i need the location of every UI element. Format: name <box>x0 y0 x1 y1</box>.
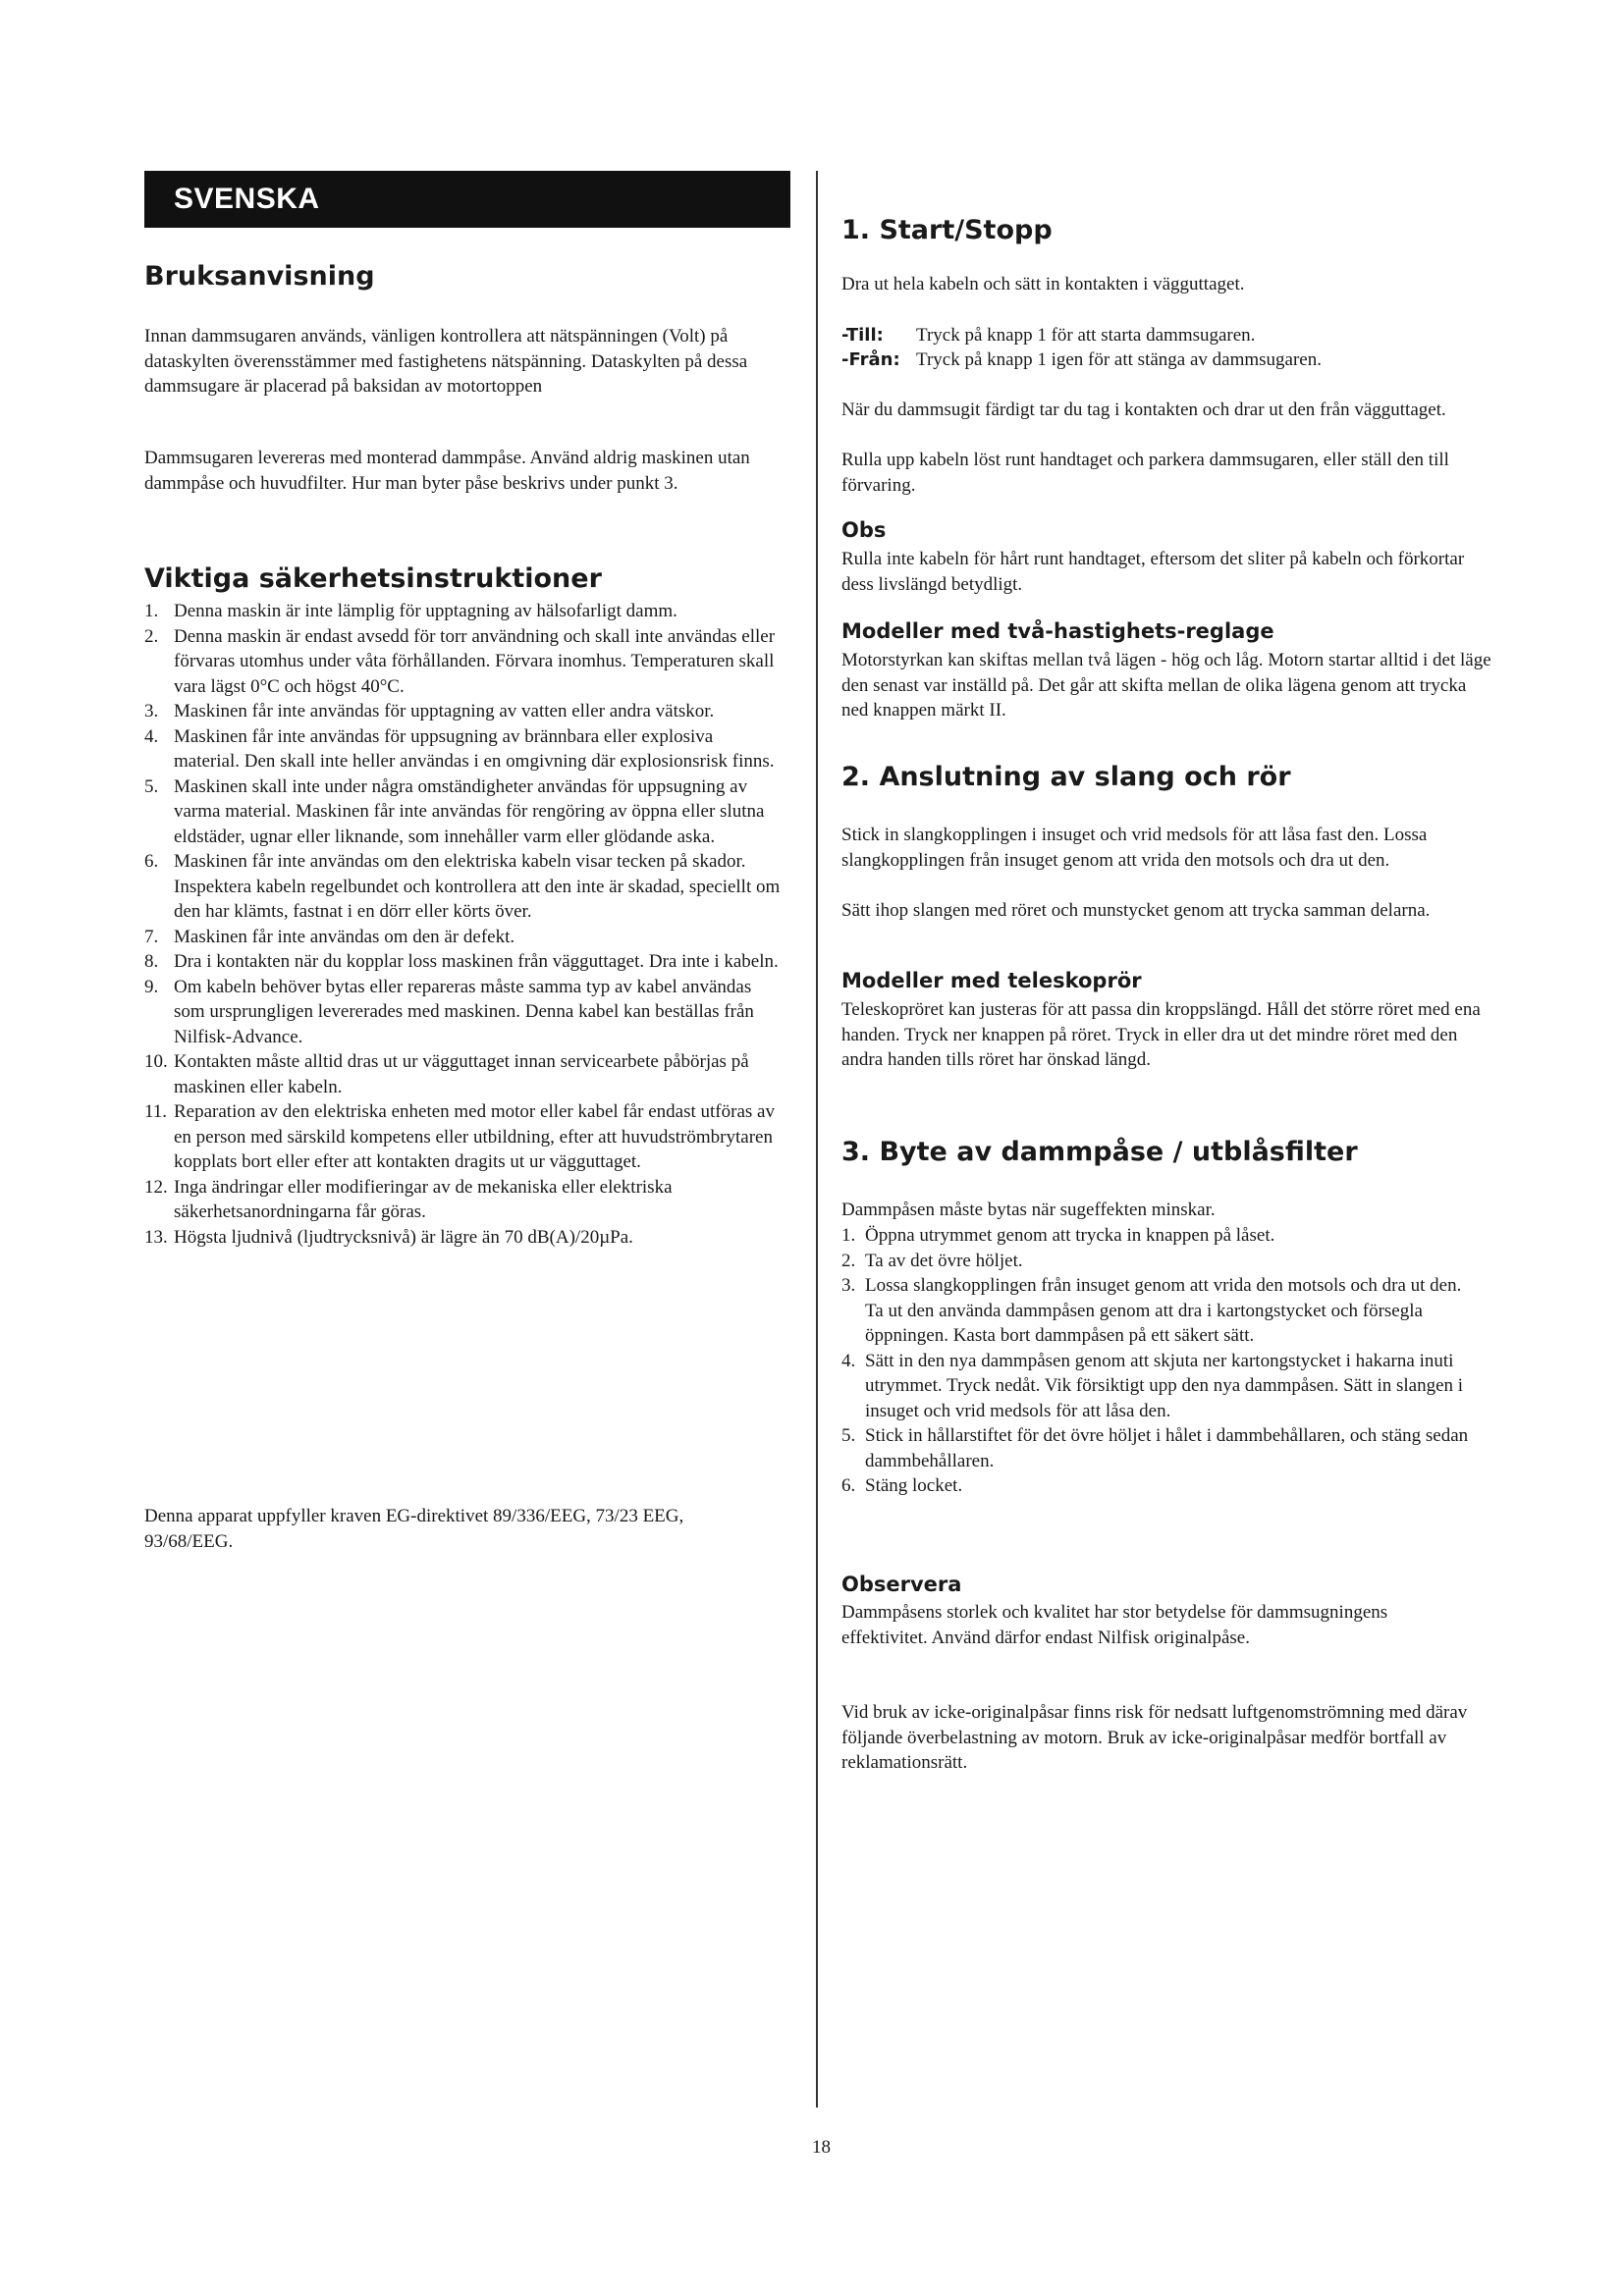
safety-item-text: Maskinen får inte användas om den är defekt. <box>174 926 515 947</box>
obs-title: Obs <box>841 518 887 542</box>
safety-item-number: 11. <box>144 1101 168 1122</box>
safety-item-text: Reparation av den elektriska enheten med motor eller kabel får endast utföras av en person med särskild kompetens eller utbildning, efter att huvudströmbrytaren kopplats bort eller efter att kontakten dragits ut ur vägguttaget. <box>174 1101 775 1172</box>
bag-step-number: 6. <box>841 1475 856 1496</box>
safety-item-number: 10. <box>144 1051 168 1072</box>
safety-item <box>144 699 783 724</box>
bag-step <box>841 1249 1480 1274</box>
observera-title: Observera <box>841 1573 962 1596</box>
bag-step-number: 2. <box>841 1250 856 1271</box>
safety-item-number: 4. <box>144 725 159 747</box>
safety-item-number: 12. <box>144 1176 168 1198</box>
bag-step-text: Stick in hållarstiftet för det övre höljet i hålet i dammbehållaren, och stäng sedan dammbehållaren. <box>865 1425 1469 1471</box>
fran-row <box>841 347 1489 373</box>
bag-step-text: Ta av det övre höljet. <box>865 1250 1023 1271</box>
bag-step-text: Lossa slangkopplingen från insuget genom att vrida den motsols och dra ut den. Ta ut den använda dammpåsen genom att dra i kartongstycket och försegla öppningen. Kasta bort dammpåsen på ett säkert sätt. <box>865 1275 1462 1346</box>
column-divider <box>816 171 818 2108</box>
fran-text: Tryck på knapp 1 igen för att stänga av dammsugaren. <box>916 349 1322 370</box>
section-bag-title: 3. Byte av dammpåse / utblåsfilter <box>841 1137 1358 1167</box>
bag-step <box>841 1273 1480 1349</box>
telescope-title: Modeller med teleskoprör <box>841 969 1142 992</box>
storage-paragraph: Rulla upp kabeln löst runt handtaget och parkera dammsugaren, eller ställ den till förvaring. <box>841 450 1449 496</box>
bag-step-number: 5. <box>841 1425 856 1446</box>
safety-title: Viktiga säkerhetsinstruktioner <box>144 563 602 594</box>
safety-item <box>144 925 783 950</box>
safety-item-text: Denna maskin är endast avsedd för torr användning och skall inte användas eller förvaras utomhus under våta förhållanden. Förvara inomhus. Temperaturen skall vara lägst 0°C och högst 40°C. <box>174 625 776 697</box>
obs-text: Rulla inte kabeln för hårt runt handtaget, eftersom det sliter på kabeln och förkortar dess livslängd betydligt. <box>841 549 1465 595</box>
safety-item-text: Maskinen får inte användas för uppsugning av brännbara eller explosiva material. Den skall inte heller användas i en omgivning där explosionsrisk finns. <box>174 725 775 772</box>
safety-item <box>144 949 783 975</box>
page-number: 18 <box>812 2137 831 2158</box>
start-stop-paragraph: Dra ut hela kabeln och sätt in kontakten i vägguttaget. <box>841 274 1245 294</box>
safety-item <box>144 1175 783 1225</box>
safety-item <box>144 599 783 624</box>
safety-item-text: Denna maskin är inte lämplig för upptagning av hälsofarligt damm. <box>174 601 677 621</box>
two-speed-title: Modeller med två-hastighets-reglage <box>841 619 1274 643</box>
hose-paragraph-2: Sätt ihop slangen med röret och munstycket genom att trycka samman delarna. <box>841 900 1431 921</box>
safety-item-text: Maskinen får inte användas om den elektriska kabeln visar tecken på skador. Inspektera kabeln regelbundet och kontrollera att den inte är skadad, speciellt om den har klämts, fastnat i en dörr eller körts över. <box>174 851 781 922</box>
intro-paragraph-2: Dammsugaren levereras med monterad dammpåse. Använd aldrig maskinen utan dammpåse och huvudfilter. Hur man byter påse beskrivs under punkt 3. <box>144 448 750 494</box>
safety-item-number: 2. <box>144 625 159 647</box>
safety-item <box>144 1099 783 1175</box>
safety-item-text: Dra i kontakten när du kopplar loss maskinen från vägguttaget. Dra inte i kabeln. <box>174 951 779 972</box>
bag-step-number: 4. <box>841 1350 856 1371</box>
unplug-paragraph: När du dammsugit färdigt tar du tag i kontakten och drar ut den från vägguttaget. <box>841 400 1446 420</box>
safety-item <box>144 849 783 925</box>
bag-step-text: Sätt in den nya dammpåsen genom att skjuta ner kartongstycket i hakarna inuti utrymmet. Tryck nedåt. Vik försiktigt upp den nya dammpåsen. Sätt in slangen i insuget och vrid medsols för att låsa den. <box>865 1350 1464 1421</box>
bag-step-text: Öppna utrymmet genom att trycka in knappen på låset. <box>865 1225 1275 1246</box>
safety-item-text: Kontakten måste alltid dras ut ur vägguttaget innan servicearbete påbörjas på maskinen eller kabeln. <box>174 1051 749 1097</box>
till-row <box>841 323 1489 348</box>
safety-item-number: 5. <box>144 775 159 797</box>
intro-paragraph-1: Innan dammsugaren används, vänligen kontrollera att nätspänningen (Volt) på dataskylten överensstämmer med fastighetens nätspänning. Dataskylten på dessa dammsugare är placerad på baksidan av motortoppen <box>144 326 748 397</box>
safety-item-number: 8. <box>144 951 159 972</box>
bag-step-text: Stäng locket. <box>865 1475 963 1496</box>
language-banner: SVENSKA <box>144 171 790 228</box>
bag-steps-list <box>841 1223 1480 1499</box>
page-title: Bruksanvisning <box>144 261 375 292</box>
safety-item <box>144 774 783 850</box>
directive-text: Denna apparat uppfyller kraven EG-direktivet 89/336/EEG, 73/23 EEG, 93/68/EEG. <box>144 1506 684 1552</box>
fran-label: -Från: <box>841 349 900 370</box>
section-hose-title: 2. Anslutning av slang och rör <box>841 762 1291 792</box>
bag-step <box>841 1349 1480 1424</box>
till-text: Tryck på knapp 1 för att starta dammsugaren. <box>916 325 1256 346</box>
bag-step-number: 3. <box>841 1275 856 1296</box>
safety-item <box>144 975 783 1050</box>
safety-item-number: 9. <box>144 976 159 997</box>
safety-list <box>144 599 783 1250</box>
safety-item-text: Maskinen skall inte under några omständigheter användas för uppsugning av varma material. Maskinen får inte användas för rengöring av öppna eller slutna eldstäder, ugnar eller liknande, som innehåller varm eller glödande aska. <box>174 775 765 847</box>
safety-item-number: 3. <box>144 701 159 721</box>
safety-item-text: Maskinen får inte användas för upptagning av vatten eller andra vätskor. <box>174 701 715 721</box>
safety-item <box>144 1225 783 1251</box>
bag-step-number: 1. <box>841 1225 856 1246</box>
safety-item-text: Högsta ljudnivå (ljudtrycksnivå) är lägre än 70 dB(A)/20µPa. <box>174 1226 633 1248</box>
non-original-bag-warning: Vid bruk av icke-originalpåsar finns risk för nedsatt luftgenomströmning med därav följande överbelastning av motorn. Bruk av icke-originalpåsar medför bortfall av reklamationsrätt. <box>841 1702 1468 1773</box>
hose-paragraph-1: Stick in slangkopplingen i insuget och vrid medsols för att låsa fast den. Lossa slangkopplingen från insuget genom att vrida den motsols och dra ut den. <box>841 825 1428 871</box>
safety-item-number: 7. <box>144 926 159 947</box>
till-label: -Till: <box>841 325 884 346</box>
bag-step <box>841 1473 1480 1499</box>
bag-step <box>841 1423 1480 1473</box>
observera-text: Dammpåsens storlek och kvalitet har stor betydelse för dammsugningens effektivitet. Använd därfor endast Nilfisk originalpåse. <box>841 1602 1388 1648</box>
two-speed-text: Motorstyrkan kan skiftas mellan två lägen - hög och låg. Motorn startar alltid i det läge den senast var inställd på. Det går att skifta mellan de olika lägena genom att trycka ned knappen märkt II. <box>841 650 1491 721</box>
safety-item-text: Inga ändringar eller modifieringar av de mekaniska eller elektriska säkerhetsanordningarna får göras. <box>174 1176 673 1222</box>
safety-item-number: 13. <box>144 1226 168 1248</box>
section-start-stop-title: 1. Start/Stopp <box>841 215 1053 245</box>
safety-item-text: Om kabeln behöver bytas eller repareras måste samma typ av kabel användas som ursprungligen levererades med maskinen. Denna kabel kan beställas från Nilfisk-Advance. <box>174 976 754 1047</box>
safety-item <box>144 1049 783 1099</box>
safety-item-number: 6. <box>144 851 159 872</box>
bag-step <box>841 1223 1480 1249</box>
safety-item <box>144 624 783 700</box>
safety-item-number: 1. <box>144 601 159 621</box>
safety-item <box>144 724 783 774</box>
telescope-text: Teleskopröret kan justeras för att passa din kroppslängd. Håll det större röret med ena handen. Tryck ner knappen på röret. Tryck in eller dra ut det mindre röret med den andra handen tills röret har önskad längd. <box>841 999 1481 1070</box>
bag-intro: Dammpåsen måste bytas när sugeffekten minskar. <box>841 1200 1216 1220</box>
